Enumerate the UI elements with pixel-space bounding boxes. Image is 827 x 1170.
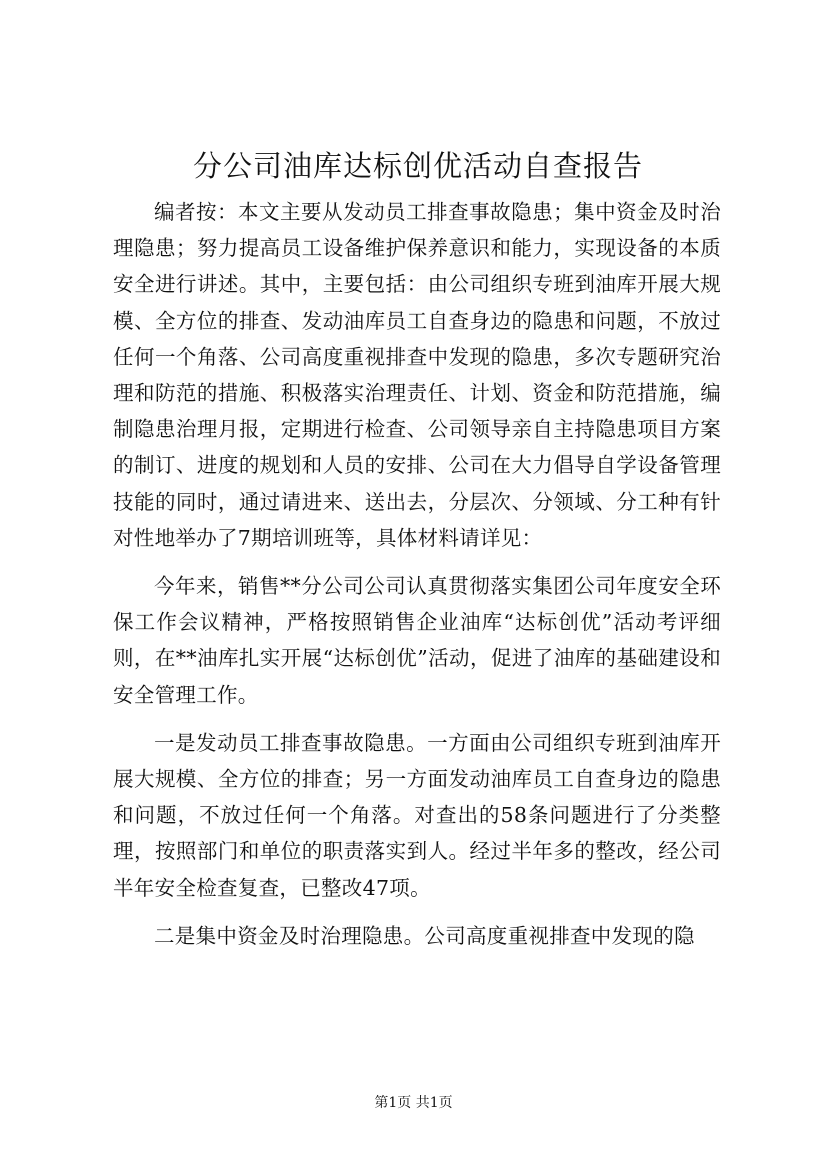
paragraph-point-two: 二是集中资金及时治理隐患。公司高度重视排查中发现的隐 [154, 923, 695, 948]
document-body [113, 194, 721, 966]
document-title: 分公司油库达标创优活动自查报告 [192, 149, 643, 183]
page-footer: 第1页 共1页 [374, 1095, 453, 1111]
paragraph-editor-note: 编者按：本文主要从发动员工排查事故隐患；集中资金及时治理隐患；努力提高员工设备维护保养意识和能力，实现设备的本质安全进行讲述。其中，主要包括：由公司组织专班到油库开展大规模、全方位的排查、发动油库员工自查身边的隐患和问题，不放过任何一个角落、公司高度重视排查中发现的隐患，多次专题研究治理和防范的措施、积极落实治理责任、计划、资金和防范措施，编制隐患治理月报，定期进行检查、公司领导亲自主持隐患项目方案的制订、进度的规划和人员的安排、公司在大力倡导自学设备管理技能的同时，通过请进来、送出去，分层次、分领域、分工种有针对性地举办了7期培训班等，具体材料请详见： [113, 200, 721, 550]
paragraph-intro: 今年来，销售**分公司公司认真贯彻落实集团公司年度安全环保工作会议精神，严格按照销售企业油库“达标创优”活动考评细则，在**油库扎实开展“达标创优”活动，促进了油库的基础建设和安全管理工作。 [113, 574, 721, 707]
paragraph-point-one: 一是发动员工排查事故隐患。一方面由公司组织专班到油库开展大规模、全方位的排查；另一方面发动油库员工自查身边的隐患和问题，不放过任何一个角落。对查出的58条问题进行了分类整理，按照部门和单位的职责落实到人。经过半年多的整改，经公司半年安全检查复查，已整改47项。 [113, 730, 721, 900]
